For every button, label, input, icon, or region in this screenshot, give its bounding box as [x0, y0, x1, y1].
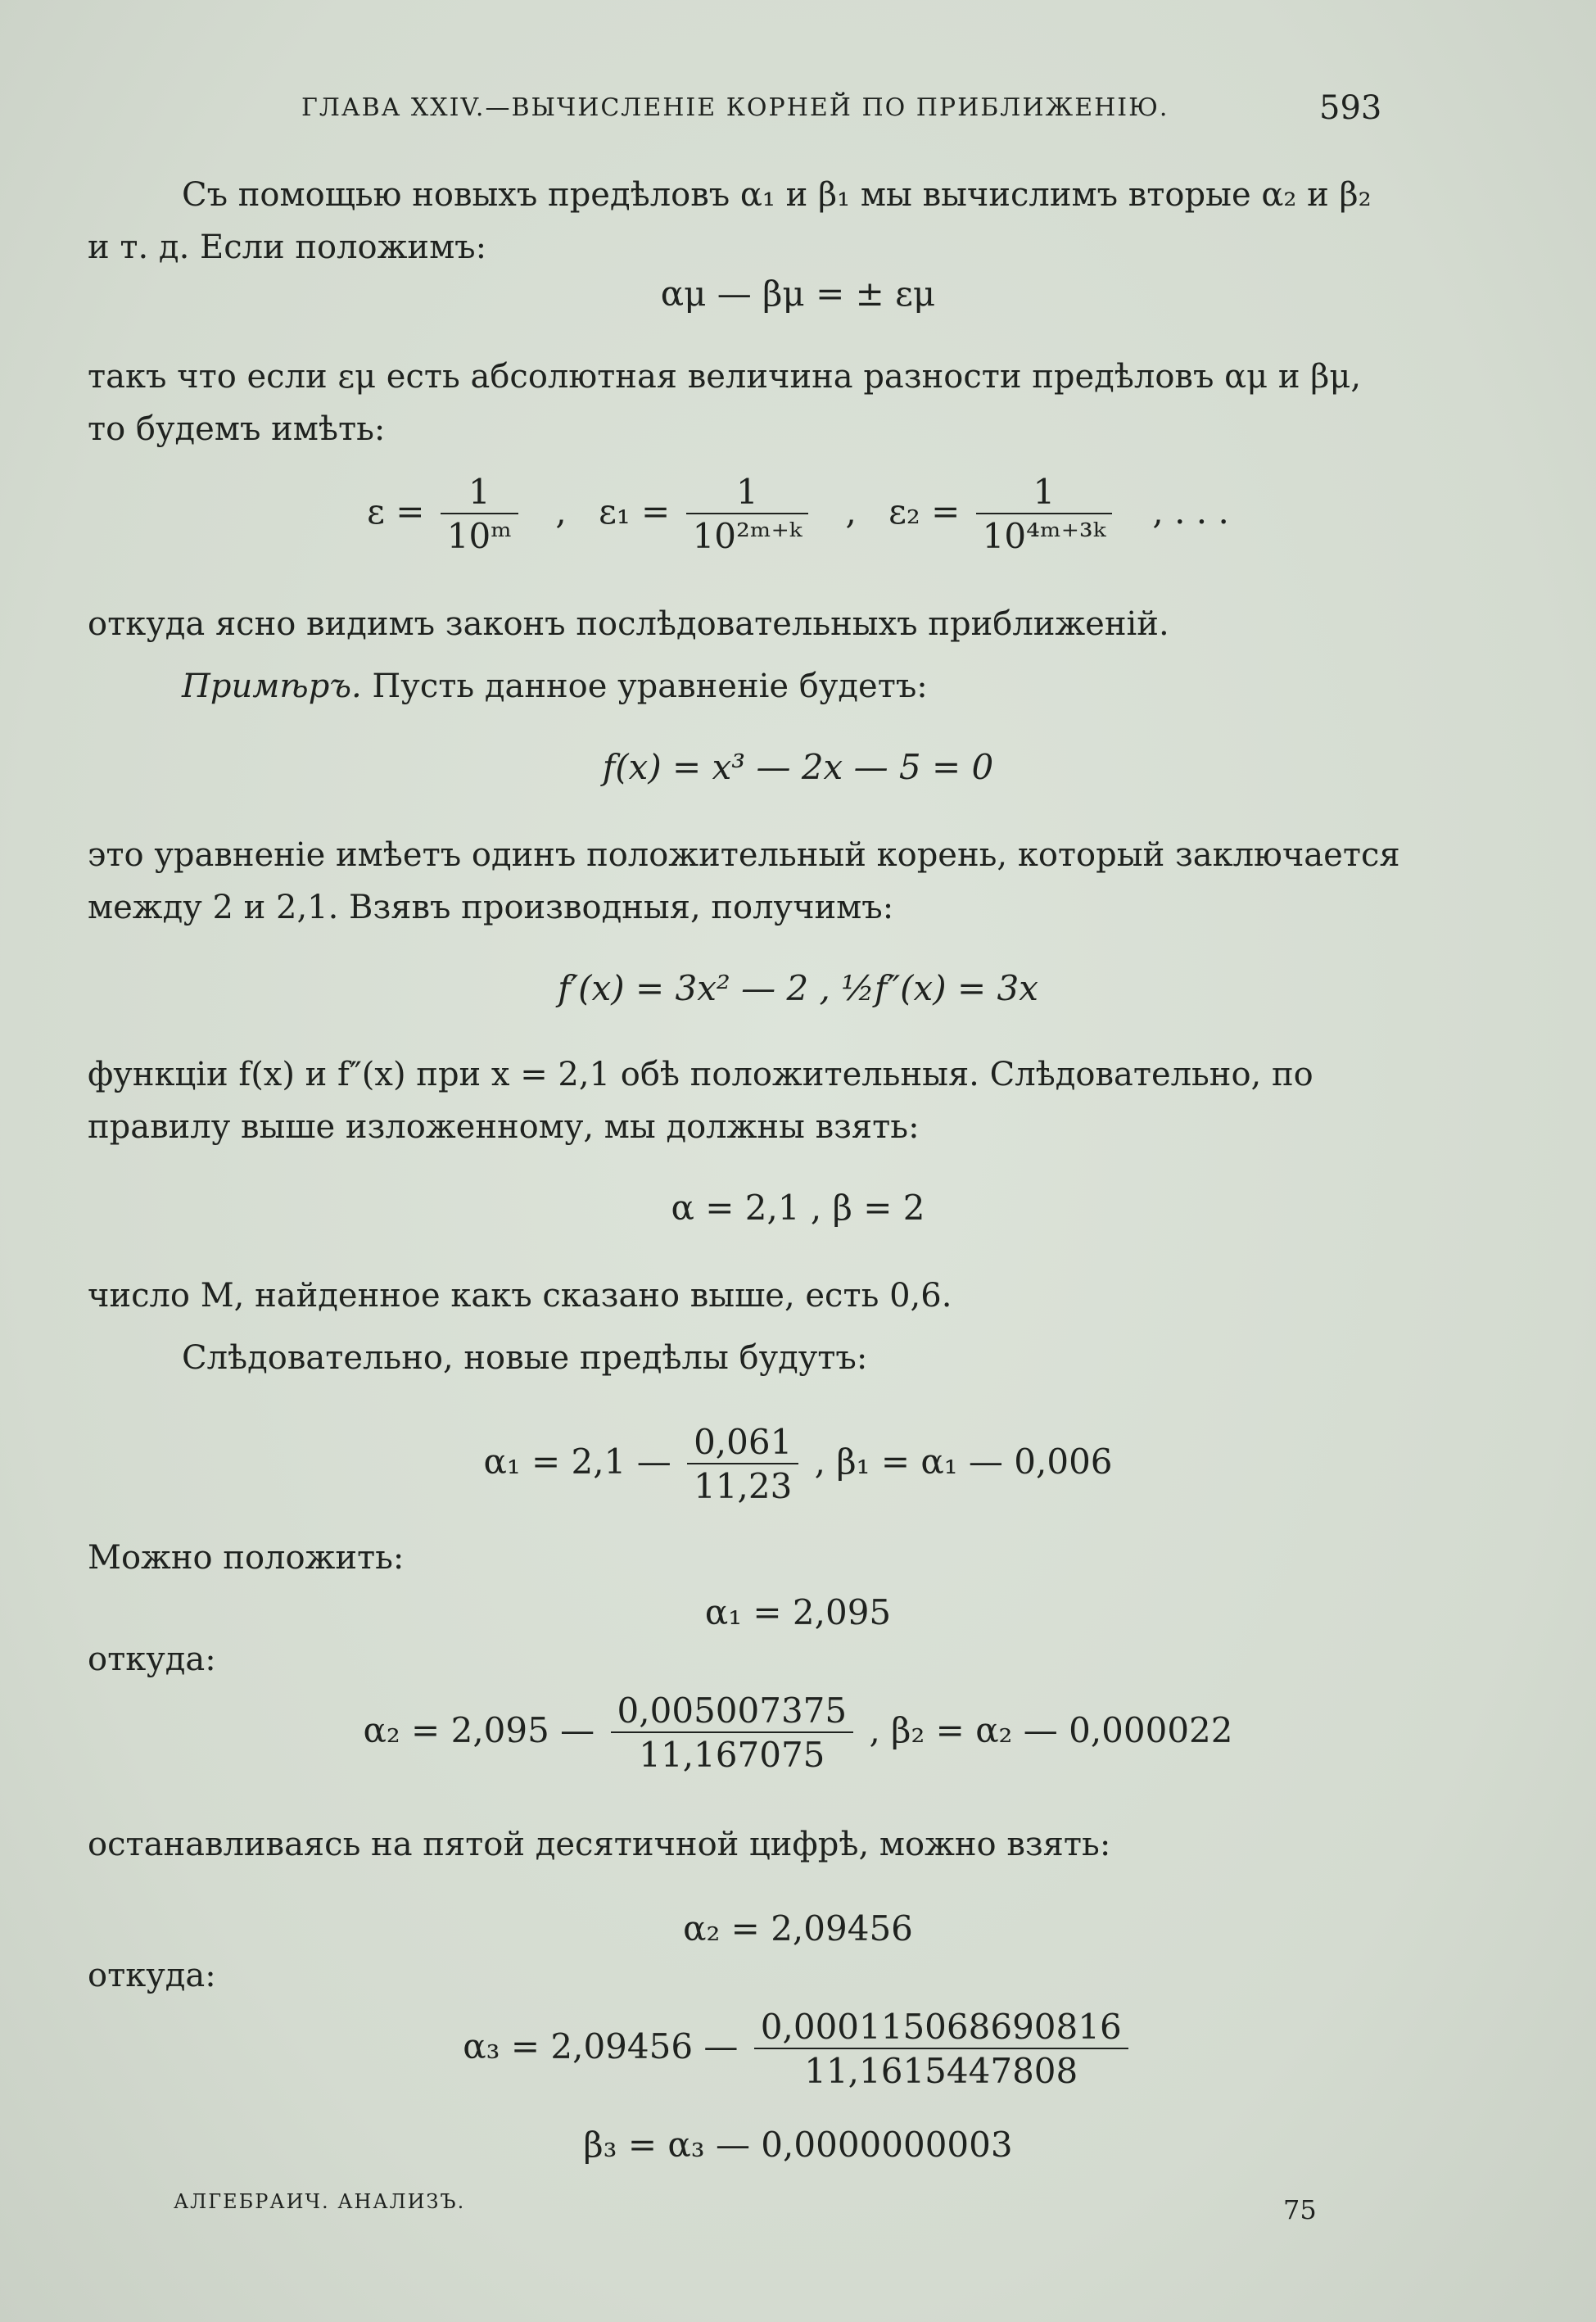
- eq-lhs: ε₂ =: [888, 491, 961, 532]
- numerator: 1: [441, 475, 518, 514]
- eq-lhs: α₂ = 2,095 —: [363, 1710, 595, 1750]
- fraction: [687, 1422, 798, 1506]
- eq-rhs: , β₁ = α₁ — 0,006: [814, 1442, 1113, 1482]
- eq-lhs: α₃ = 2,09456 —: [463, 2026, 739, 2066]
- ellipsis: , . . .: [1152, 491, 1229, 532]
- fraction: [754, 2007, 1128, 2091]
- separator: ,: [845, 491, 857, 532]
- denominator: 11,23: [694, 1466, 793, 1506]
- denominator: 10²ᵐ⁺ᵏ: [692, 516, 803, 556]
- equation-fraction: [0, 2007, 1596, 2091]
- equation: f(x) = x³ — 2x — 5 = 0: [602, 747, 994, 787]
- eq-lhs: ε₁ =: [599, 491, 671, 532]
- paragraph-line: Можно положить:: [88, 1539, 405, 1577]
- paragraph-line: то будемъ имѣть:: [88, 410, 386, 448]
- denominator: 10⁴ᵐ⁺³ᵏ: [982, 516, 1106, 556]
- numerator: 0,005007375: [611, 1694, 854, 1733]
- equation-fractions: [0, 472, 1596, 556]
- denominator: 11,167075: [639, 1735, 825, 1775]
- equation: α₂ = 2,09456: [683, 1908, 913, 1949]
- paragraph-line: правилу выше изложенному, мы должны взять:: [88, 1108, 920, 1146]
- equation: β₃ = α₃ — 0,0000000003: [583, 2125, 1013, 2165]
- paragraph-line: такъ что если εμ есть абсолютная величина разности предѣловъ αμ и βμ,: [88, 358, 1362, 396]
- footer-book-title: АЛГЕБРАИЧ. АНАЛИЗЪ.: [174, 2190, 466, 2213]
- separator: ,: [555, 491, 567, 532]
- eq-rhs: , β₂ = α₂ — 0,000022: [869, 1710, 1233, 1750]
- page-number: 593: [1319, 89, 1382, 127]
- paragraph-line: останавливаясь на пятой десятичной цифрѣ, можно взять:: [88, 1826, 1111, 1863]
- running-title: ГЛАВА XXIV.—ВЫЧИСЛЕНІЕ КОРНЕЙ ПО ПРИБЛИЖЕНІЮ.: [301, 93, 1169, 122]
- equation-fraction: [0, 1691, 1596, 1775]
- paragraph-line: Слѣдовательно, новые предѣлы будутъ:: [182, 1339, 868, 1377]
- fraction: [441, 472, 518, 556]
- fraction: [686, 472, 809, 556]
- paragraph-line: между 2 и 2,1. Взявъ производныя, получимъ:: [88, 889, 894, 926]
- denominator: 11,1615447808: [804, 2051, 1078, 2091]
- fraction: [611, 1691, 854, 1775]
- paragraph-line: число M, найденное какъ сказано выше, есть 0,6.: [88, 1277, 952, 1315]
- equation: αμ — βμ = ± εμ: [660, 274, 936, 314]
- equation: α₁ = 2,095: [704, 1592, 892, 1632]
- paragraph-line: Съ помощью новыхъ предѣловъ α₁ и β₁ мы вычислимъ вторые α₂ и β₂: [182, 176, 1372, 214]
- denominator: 10ᵐ: [446, 516, 512, 556]
- example-text: Пусть данное уравненіе будетъ:: [372, 668, 928, 705]
- numerator: 0,000115068690816: [754, 2010, 1128, 2049]
- eq-lhs: ε =: [367, 491, 425, 532]
- paragraph-line: [182, 670, 928, 703]
- numerator: 1: [686, 475, 809, 514]
- paragraph-line: функціи f(x) и f″(x) при x = 2,1 обѣ положительныя. Слѣдовательно, по: [88, 1056, 1313, 1093]
- example-label: Примѣръ.: [182, 668, 362, 705]
- paragraph-line: и т. д. Если положимъ:: [88, 229, 487, 266]
- paragraph-line: это уравненіе имѣетъ одинъ положительный корень, который заключается: [88, 836, 1400, 874]
- equation: α = 2,1 , β = 2: [671, 1188, 925, 1228]
- numerator: 0,061: [687, 1425, 798, 1464]
- fraction: [976, 472, 1112, 556]
- paragraph-line: откуда:: [88, 1641, 216, 1678]
- eq-lhs: α₁ = 2,1 —: [483, 1442, 671, 1482]
- equation: f′(x) = 3x² — 2 , ½f″(x) = 3x: [558, 968, 1038, 1008]
- footer-signature: 75: [1283, 2194, 1317, 2225]
- paragraph-line: откуда ясно видимъ законъ послѣдовательныхъ приближеній.: [88, 605, 1169, 643]
- equation-fraction: [0, 1422, 1596, 1506]
- paragraph-line: откуда:: [88, 1957, 216, 1994]
- numerator: 1: [976, 475, 1112, 514]
